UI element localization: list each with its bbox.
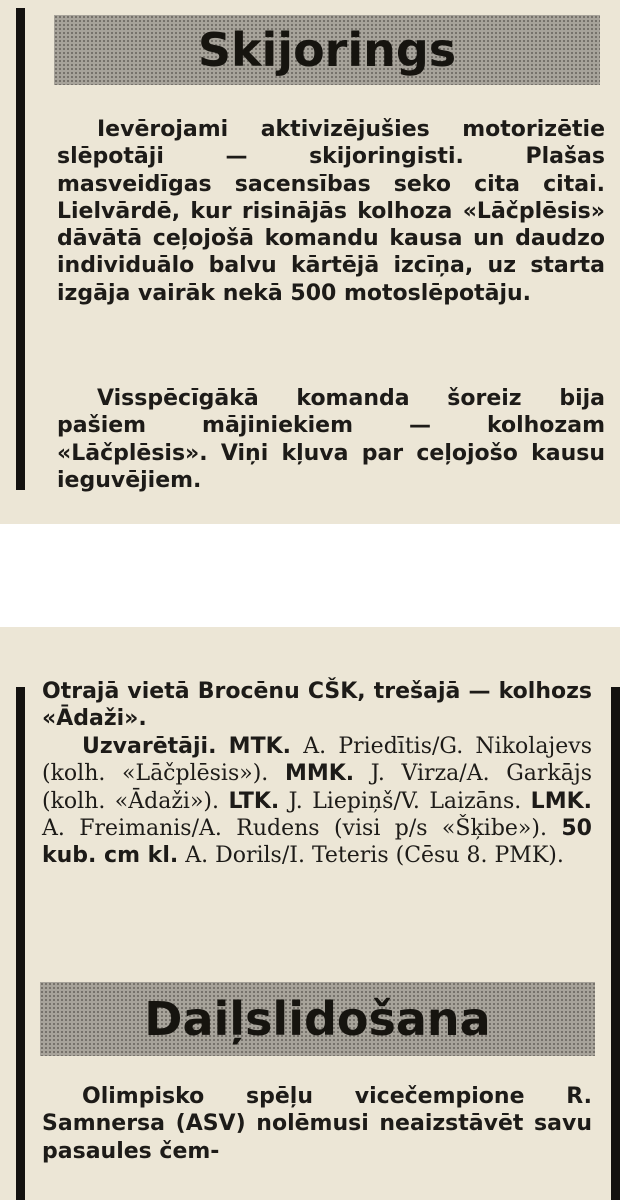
class-result-50kub: A. Dorils/I. Teteris (Cēsu 8. PMK).: [178, 843, 564, 869]
class-result-ltk: J. Liepiņš/V. Laizāns.: [279, 788, 531, 814]
headline-dailslidosana: Daiļslidošana: [144, 992, 491, 1046]
top-clipping: [0, 0, 620, 524]
results-winners-paragraph: [42, 733, 592, 869]
article-paragraph-3: Olimpisko spēļu vicečempione R. Samnersa (ASV) nolēmusi neaizstāvēt savu pasaules čem-: [42, 1084, 592, 1164]
headline-skijorings: Skijorings: [197, 23, 457, 77]
article-paragraph-1: Ievērojami aktivizējušies motorizētie slēpotāji — skijoringisti. Plašas masveidīgas sacensības seko cita citai. Lielvārdē, kur risinājās kolhoza «Lāčplēsis» dāvātā ceļojošā komandu kausa un daudzo individuālo balvu kārtējā izcīņa, uz starta izgāja vairāk nekā 500 motoslēpotāju.: [57, 117, 605, 306]
bottom-clipping: [0, 627, 620, 1200]
class-label-mmk: MMK.: [284, 761, 355, 787]
left-column-rule: [16, 8, 25, 490]
class-label-mtk: MTK.: [228, 734, 291, 759]
headline-banner: [54, 15, 600, 85]
class-label-ltk: LTK.: [228, 788, 280, 814]
class-label-50kub: 50 kub. cm kl.: [42, 815, 592, 869]
class-result-mtk: A. Priedītis/G. Nikolajevs (kolh. «Lāčplēsis»).: [42, 734, 592, 787]
results-lead-paragraph: Otrajā vietā Brocēnu CŠK, trešajā — kolhozs «Ādaži».: [42, 679, 592, 732]
winners-label: Uzvarētāji.: [82, 734, 217, 759]
class-label-lmk: LMK.: [530, 788, 592, 814]
right-column-rule: [611, 687, 620, 1200]
class-result-lmk: A. Freimanis/A. Rudens (visi p/s «Šķibe»).: [42, 815, 562, 841]
article-paragraph-2: Visspēcīgākā komanda šoreiz bija pašiem mājiniekiem — kolhozam «Lāčplēsis». Viņi kļuva par ceļojošo kausu ieguvējiem.: [57, 386, 605, 493]
headline-banner: [40, 982, 595, 1056]
left-column-rule: [16, 687, 25, 1200]
class-result-mmk: J. Virza/A. Garkājs (kolh. «Ādaži»).: [42, 761, 592, 814]
